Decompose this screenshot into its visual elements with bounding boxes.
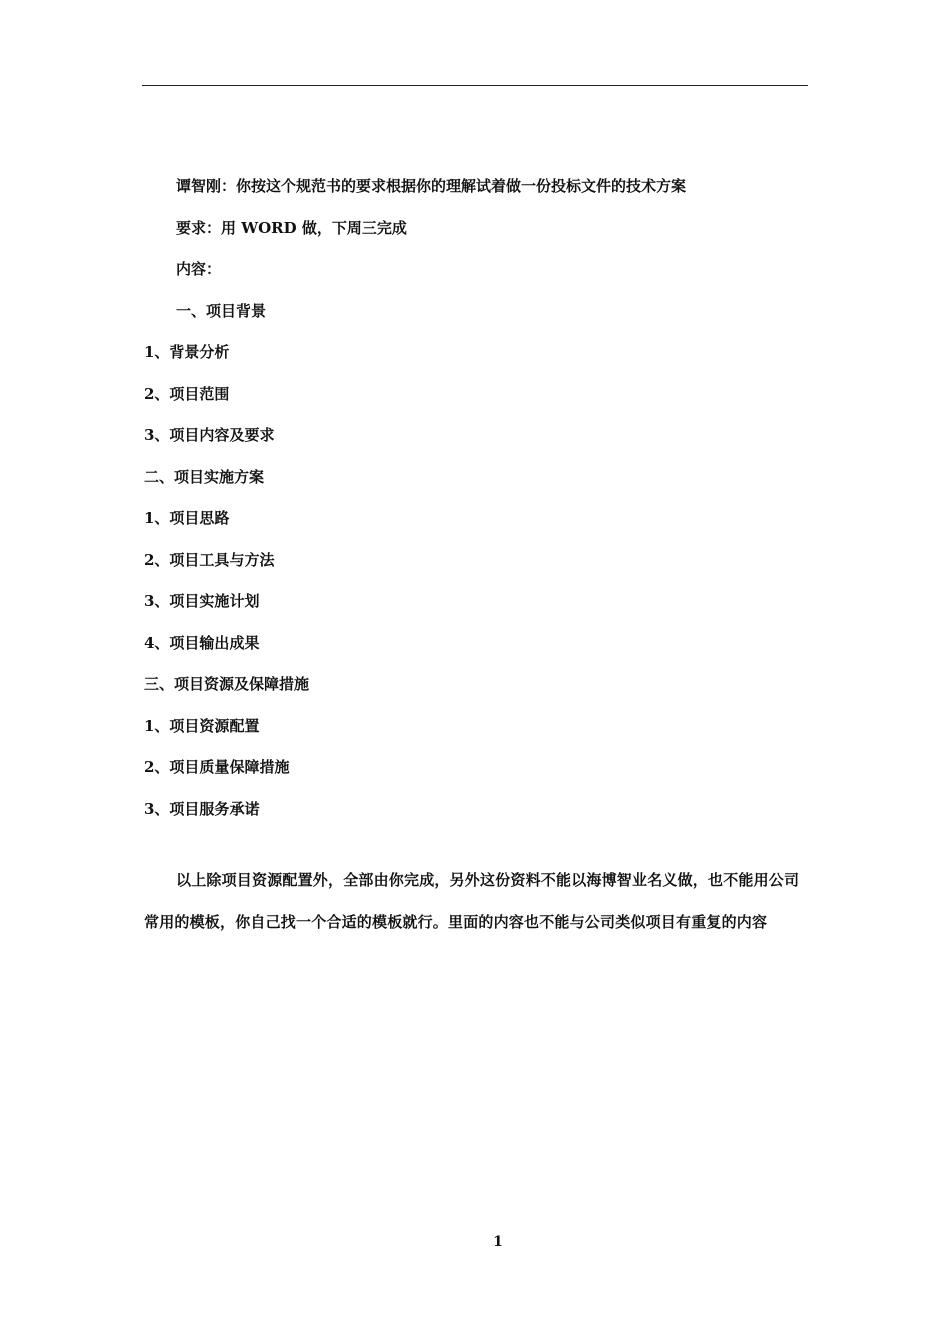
- document-line: 内容：: [176, 260, 222, 278]
- list-item: 1、背景分析: [144, 343, 230, 361]
- closing-paragraph: 以上除项目资源配置外，全部由你完成，另外这份资料不能以海博智业名义做，也不能用公司常用的模板，你自己找一个合适的模板就行。里面的内容也不能与公司类似项目有重复的内容: [144, 871, 800, 931]
- list-item: 2、项目范围: [144, 384, 230, 403]
- page-number: 1: [493, 1234, 503, 1250]
- list-item: 2、项目质量保障措施: [144, 758, 290, 776]
- list-item: 4、项目输出成果: [144, 633, 260, 652]
- list-item: 1、项目资源配置: [144, 716, 260, 735]
- document-line: 谭智刚：你按这个规范书的要求根据你的理解试着做一份投标文件的技术方案: [176, 177, 687, 195]
- list-item: 3、项目实施计划: [144, 592, 260, 610]
- list-item: 3、项目服务承诺: [144, 799, 260, 818]
- list-item: 2、项目工具与方法: [144, 550, 275, 569]
- list-item: 3、项目内容及要求: [144, 426, 275, 444]
- section-heading: 二、项目实施方案: [144, 467, 265, 486]
- list-item: 1、项目思路: [144, 509, 230, 527]
- document-body: [144, 170, 808, 834]
- section-heading: 三、项目资源及保障措施: [144, 675, 310, 693]
- section-heading: 一、项目背景: [176, 301, 267, 320]
- document-line: 要求：用 WORD 做，下周三完成: [176, 218, 407, 237]
- header-rule: [142, 85, 808, 86]
